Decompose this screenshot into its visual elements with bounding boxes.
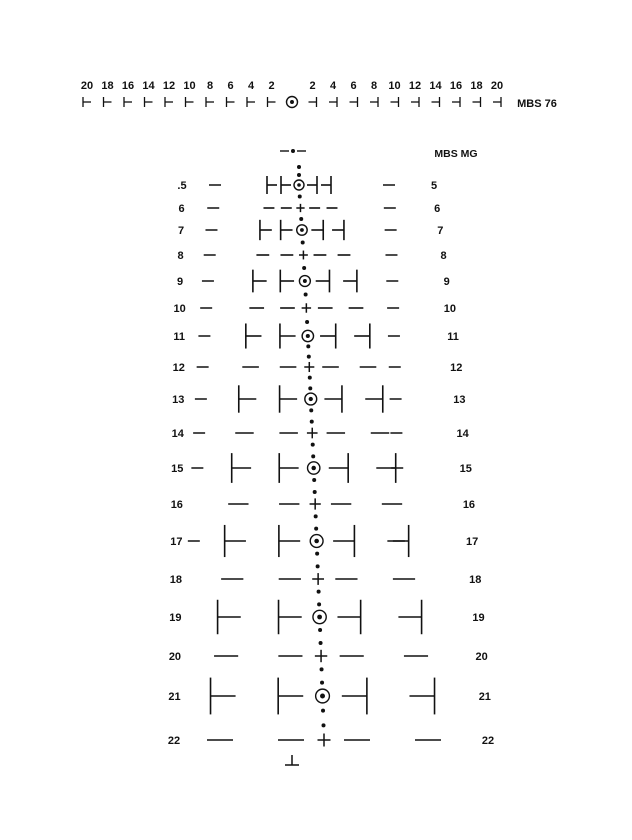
- row-right-label: 10: [443, 303, 457, 315]
- header-scale-left-label: 2: [268, 80, 275, 92]
- row-left-label: 13: [172, 394, 185, 406]
- header-scale-left-label: 20: [80, 80, 94, 92]
- bullseye-center: [314, 539, 319, 544]
- row-right-label: 22: [481, 735, 495, 747]
- row-plus: [296, 204, 304, 212]
- header-scale-right-label: 14: [429, 80, 442, 92]
- header-scale-left-label: 14: [142, 80, 155, 92]
- row-left-label: 10: [173, 303, 186, 315]
- row-left-label: 11: [173, 331, 185, 343]
- row-left-label: 20: [168, 651, 182, 663]
- row-right-label: 16: [462, 499, 476, 511]
- bullseye-center: [303, 279, 307, 283]
- bullseye-center: [306, 334, 310, 338]
- row-bullseye: [294, 180, 304, 190]
- centre-dot: [306, 344, 310, 348]
- row-bullseye: [305, 393, 317, 405]
- row-left-label: 14: [171, 428, 184, 440]
- centre-dot: [308, 376, 312, 380]
- row-left-label: 7: [177, 225, 185, 237]
- bullseye-center: [309, 397, 313, 401]
- header-center-bullseye: [287, 97, 298, 108]
- header-scale-left-label: 18: [101, 80, 114, 92]
- centre-dot: [313, 490, 317, 494]
- centre-dot: [316, 564, 320, 568]
- centre-dot: [308, 386, 312, 390]
- centre-dot: [302, 266, 306, 270]
- row-bullseye: [297, 225, 307, 235]
- row-plus: [299, 251, 308, 260]
- centre-dot: [320, 681, 324, 685]
- row-right-label: 12: [450, 362, 463, 374]
- row-left-label: 9: [177, 276, 184, 288]
- reticle-label: MBS 76: [517, 98, 557, 110]
- row-bullseye: [308, 462, 320, 474]
- header-scale-right-label: 2: [309, 80, 316, 92]
- section-label: MBS MG: [434, 148, 478, 160]
- row-right-label: 17: [465, 536, 479, 548]
- centre-dot: [317, 602, 321, 606]
- header-scale-right-label: 8: [370, 80, 378, 92]
- centre-dot: [318, 628, 322, 632]
- row-left-label: 19: [169, 612, 182, 624]
- row-right-label: 18: [469, 574, 482, 586]
- bullseye-center: [290, 100, 294, 104]
- bullseye-center: [317, 615, 322, 620]
- row-right-label: 6: [434, 203, 441, 215]
- centre-dot: [314, 527, 318, 531]
- row-right-label: 8: [440, 250, 447, 262]
- header-scale-right-label: 12: [408, 80, 422, 92]
- row-right-label: 5: [430, 180, 438, 192]
- row-right-label: 14: [456, 428, 469, 440]
- row-left-label: 6: [178, 203, 185, 215]
- row-plus: [315, 650, 327, 662]
- row-plus: [302, 303, 311, 312]
- header-scale-right-label: 6: [350, 80, 357, 92]
- centre-dot: [317, 590, 321, 594]
- centre-dot: [304, 293, 308, 297]
- row-left-label: 16: [170, 499, 183, 511]
- row-bullseye: [316, 689, 330, 703]
- header-scale-right-label: 10: [388, 80, 401, 92]
- centre-dot: [307, 355, 311, 359]
- row-left-label: 12: [172, 362, 185, 374]
- bullseye-center: [320, 694, 325, 699]
- row-left-label: 21: [168, 691, 181, 703]
- bullseye-center: [297, 183, 301, 187]
- row-bullseye: [302, 330, 313, 341]
- centre-dot: [314, 514, 318, 518]
- centre-dot: [322, 723, 326, 727]
- row-bullseye: [299, 276, 310, 287]
- row-left-label: 8: [177, 250, 184, 262]
- header-scale-right-label: 18: [470, 80, 483, 92]
- row-plus: [310, 498, 321, 509]
- row-right-label: 11: [447, 331, 459, 343]
- bullseye-center: [311, 466, 315, 470]
- row-right-label: 19: [472, 612, 485, 624]
- header-scale-right-label: 16: [449, 80, 463, 92]
- header-scale-left-label: 4: [247, 80, 255, 92]
- row-left-label: 15: [171, 463, 184, 475]
- row-left-label: 17: [170, 536, 183, 548]
- row-plus: [304, 362, 314, 372]
- row-left-label: .5: [177, 180, 187, 192]
- centre-dot: [301, 241, 305, 245]
- row-right-label: 15: [459, 463, 472, 475]
- header-scale-left-label: 8: [206, 80, 214, 92]
- centre-dot: [310, 420, 314, 424]
- row-bullseye: [313, 610, 326, 623]
- bullseye-center: [300, 228, 304, 232]
- row-left-label: 18: [169, 574, 183, 586]
- centre-dot: [297, 165, 301, 169]
- row-right-label: 13: [453, 394, 466, 406]
- row-left-label: 22: [167, 735, 181, 747]
- centre-dot: [311, 443, 315, 447]
- centre-dot: [311, 454, 315, 458]
- centre-dot: [315, 552, 319, 556]
- row-plus: [312, 573, 324, 585]
- centre-dot: [297, 173, 301, 177]
- centre-dot: [312, 478, 316, 482]
- row-plus: [318, 734, 331, 747]
- header-scale-left-label: 10: [183, 80, 196, 92]
- centre-dot: [319, 641, 323, 645]
- centre-dot: [309, 408, 313, 412]
- row-bullseye: [310, 535, 323, 548]
- centre-dot: [305, 320, 309, 324]
- centre-dot: [321, 709, 325, 713]
- row-plus: [307, 428, 318, 439]
- header-scale-left-label: 12: [162, 80, 176, 92]
- header-scale-right-label: 4: [329, 80, 337, 92]
- row-right-label: 20: [475, 651, 488, 663]
- centre-dot: [320, 667, 324, 671]
- top-marker-dot: [291, 149, 295, 153]
- row-right-label: 9: [443, 276, 450, 288]
- row-right-label: 7: [437, 225, 444, 237]
- centre-dot: [299, 217, 303, 221]
- header-scale-left-label: 16: [121, 80, 135, 92]
- header-scale-left-label: 6: [227, 80, 234, 92]
- header-scale-right-label: 20: [490, 80, 504, 92]
- centre-dot: [298, 195, 302, 199]
- row-right-label: 21: [478, 691, 491, 703]
